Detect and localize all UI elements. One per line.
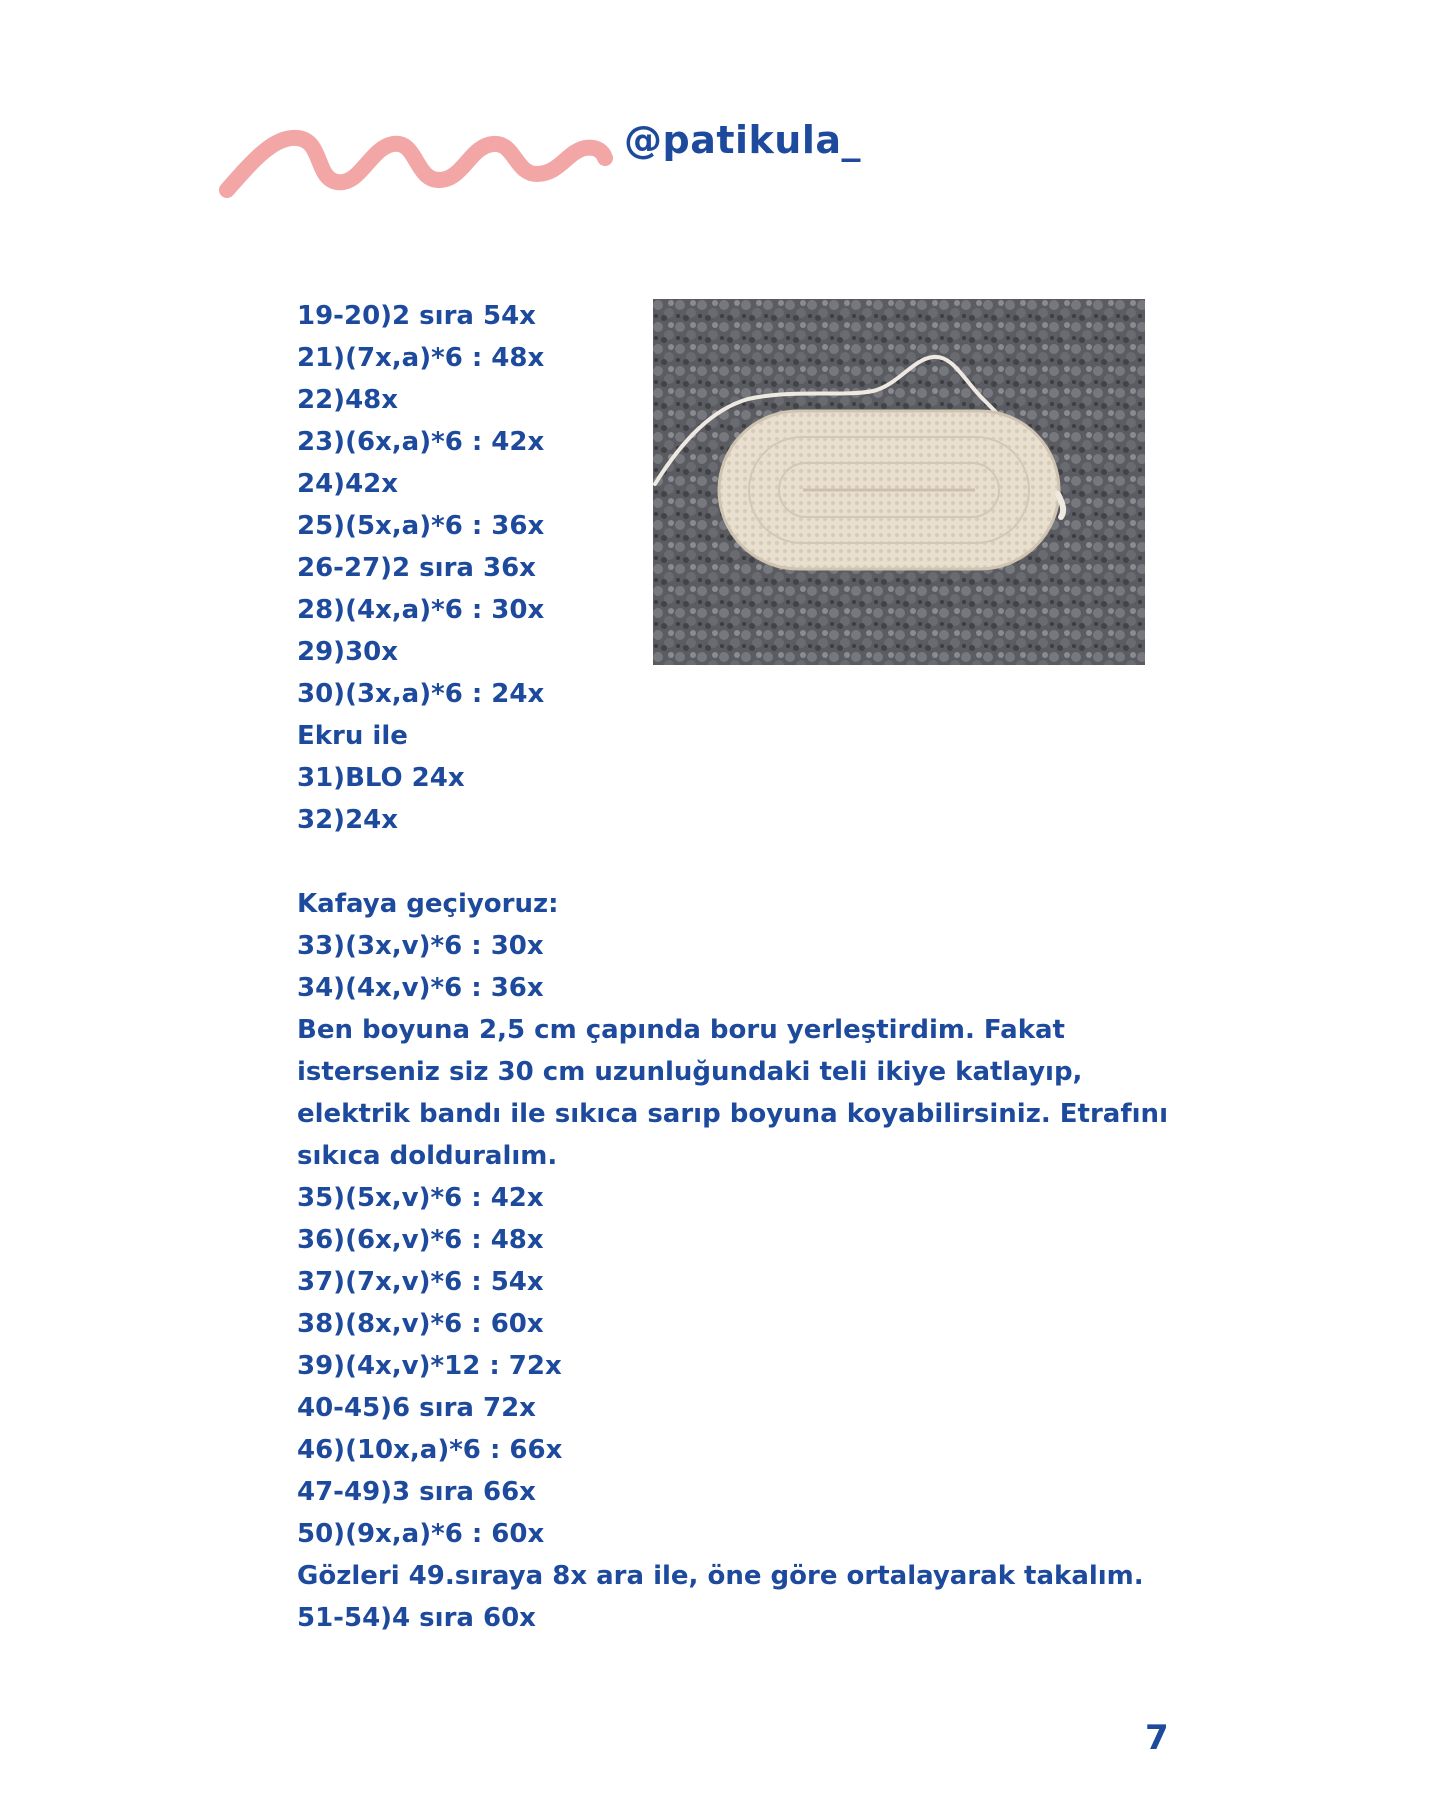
line-top-7: 28)(4x,a)*6 : 30x — [297, 595, 545, 625]
pink-wave-decoration — [215, 118, 615, 208]
line-bottom-11: 39)(4x,v)*12 : 72x — [297, 1351, 562, 1381]
line-bottom-17: 51-54)4 sıra 60x — [297, 1603, 536, 1633]
instagram-handle: @patikula_ — [624, 118, 862, 162]
line-bottom-6: sıkıca dolduralım. — [297, 1141, 558, 1171]
line-top-12: 32)24x — [297, 805, 399, 835]
line-top-8: 29)30x — [297, 637, 399, 667]
line-bottom-4: isterseniz siz 30 cm uzunluğundaki teli ikiye katlayıp, — [297, 1057, 1083, 1087]
line-top-6: 26-27)2 sıra 36x — [297, 553, 536, 583]
line-top-3: 23)(6x,a)*6 : 42x — [297, 427, 545, 457]
line-bottom-7: 35)(5x,v)*6 : 42x — [297, 1183, 544, 1213]
line-bottom-16: Gözleri 49.sıraya 8x ara ile, öne göre ortalayarak takalım. — [297, 1561, 1144, 1591]
line-bottom-12: 40-45)6 sıra 72x — [297, 1393, 536, 1423]
section-gap — [297, 841, 1197, 883]
line-top-2: 22)48x — [297, 385, 399, 415]
line-bottom-13: 46)(10x,a)*6 : 66x — [297, 1435, 563, 1465]
line-bottom-15: 50)(9x,a)*6 : 60x — [297, 1519, 545, 1549]
pattern-instructions — [297, 295, 1197, 1639]
page-number: 7 — [1145, 1718, 1169, 1758]
line-top-4: 24)42x — [297, 469, 399, 499]
line-bottom-9: 37)(7x,v)*6 : 54x — [297, 1267, 544, 1297]
line-bottom-1: 33)(3x,v)*6 : 30x — [297, 931, 544, 961]
line-bottom-2: 34)(4x,v)*6 : 36x — [297, 973, 544, 1003]
line-bottom-0: Kafaya geçiyoruz: — [297, 889, 559, 919]
line-top-5: 25)(5x,a)*6 : 36x — [297, 511, 545, 541]
line-top-1: 21)(7x,a)*6 : 48x — [297, 343, 545, 373]
line-top-11: 31)BLO 24x — [297, 763, 465, 793]
line-bottom-8: 36)(6x,v)*6 : 48x — [297, 1225, 544, 1255]
line-bottom-14: 47-49)3 sıra 66x — [297, 1477, 536, 1507]
line-top-9: 30)(3x,a)*6 : 24x — [297, 679, 545, 709]
line-bottom-5: elektrik bandı ile sıkıca sarıp boyuna koyabilirsiniz. Etrafını — [297, 1099, 1168, 1129]
line-bottom-3: Ben boyuna 2,5 cm çapında boru yerleştirdim. Fakat — [297, 1015, 1065, 1045]
line-top-10: Ekru ile — [297, 721, 408, 751]
line-top-0: 19-20)2 sıra 54x — [297, 301, 536, 331]
line-bottom-10: 38)(8x,v)*6 : 60x — [297, 1309, 544, 1339]
